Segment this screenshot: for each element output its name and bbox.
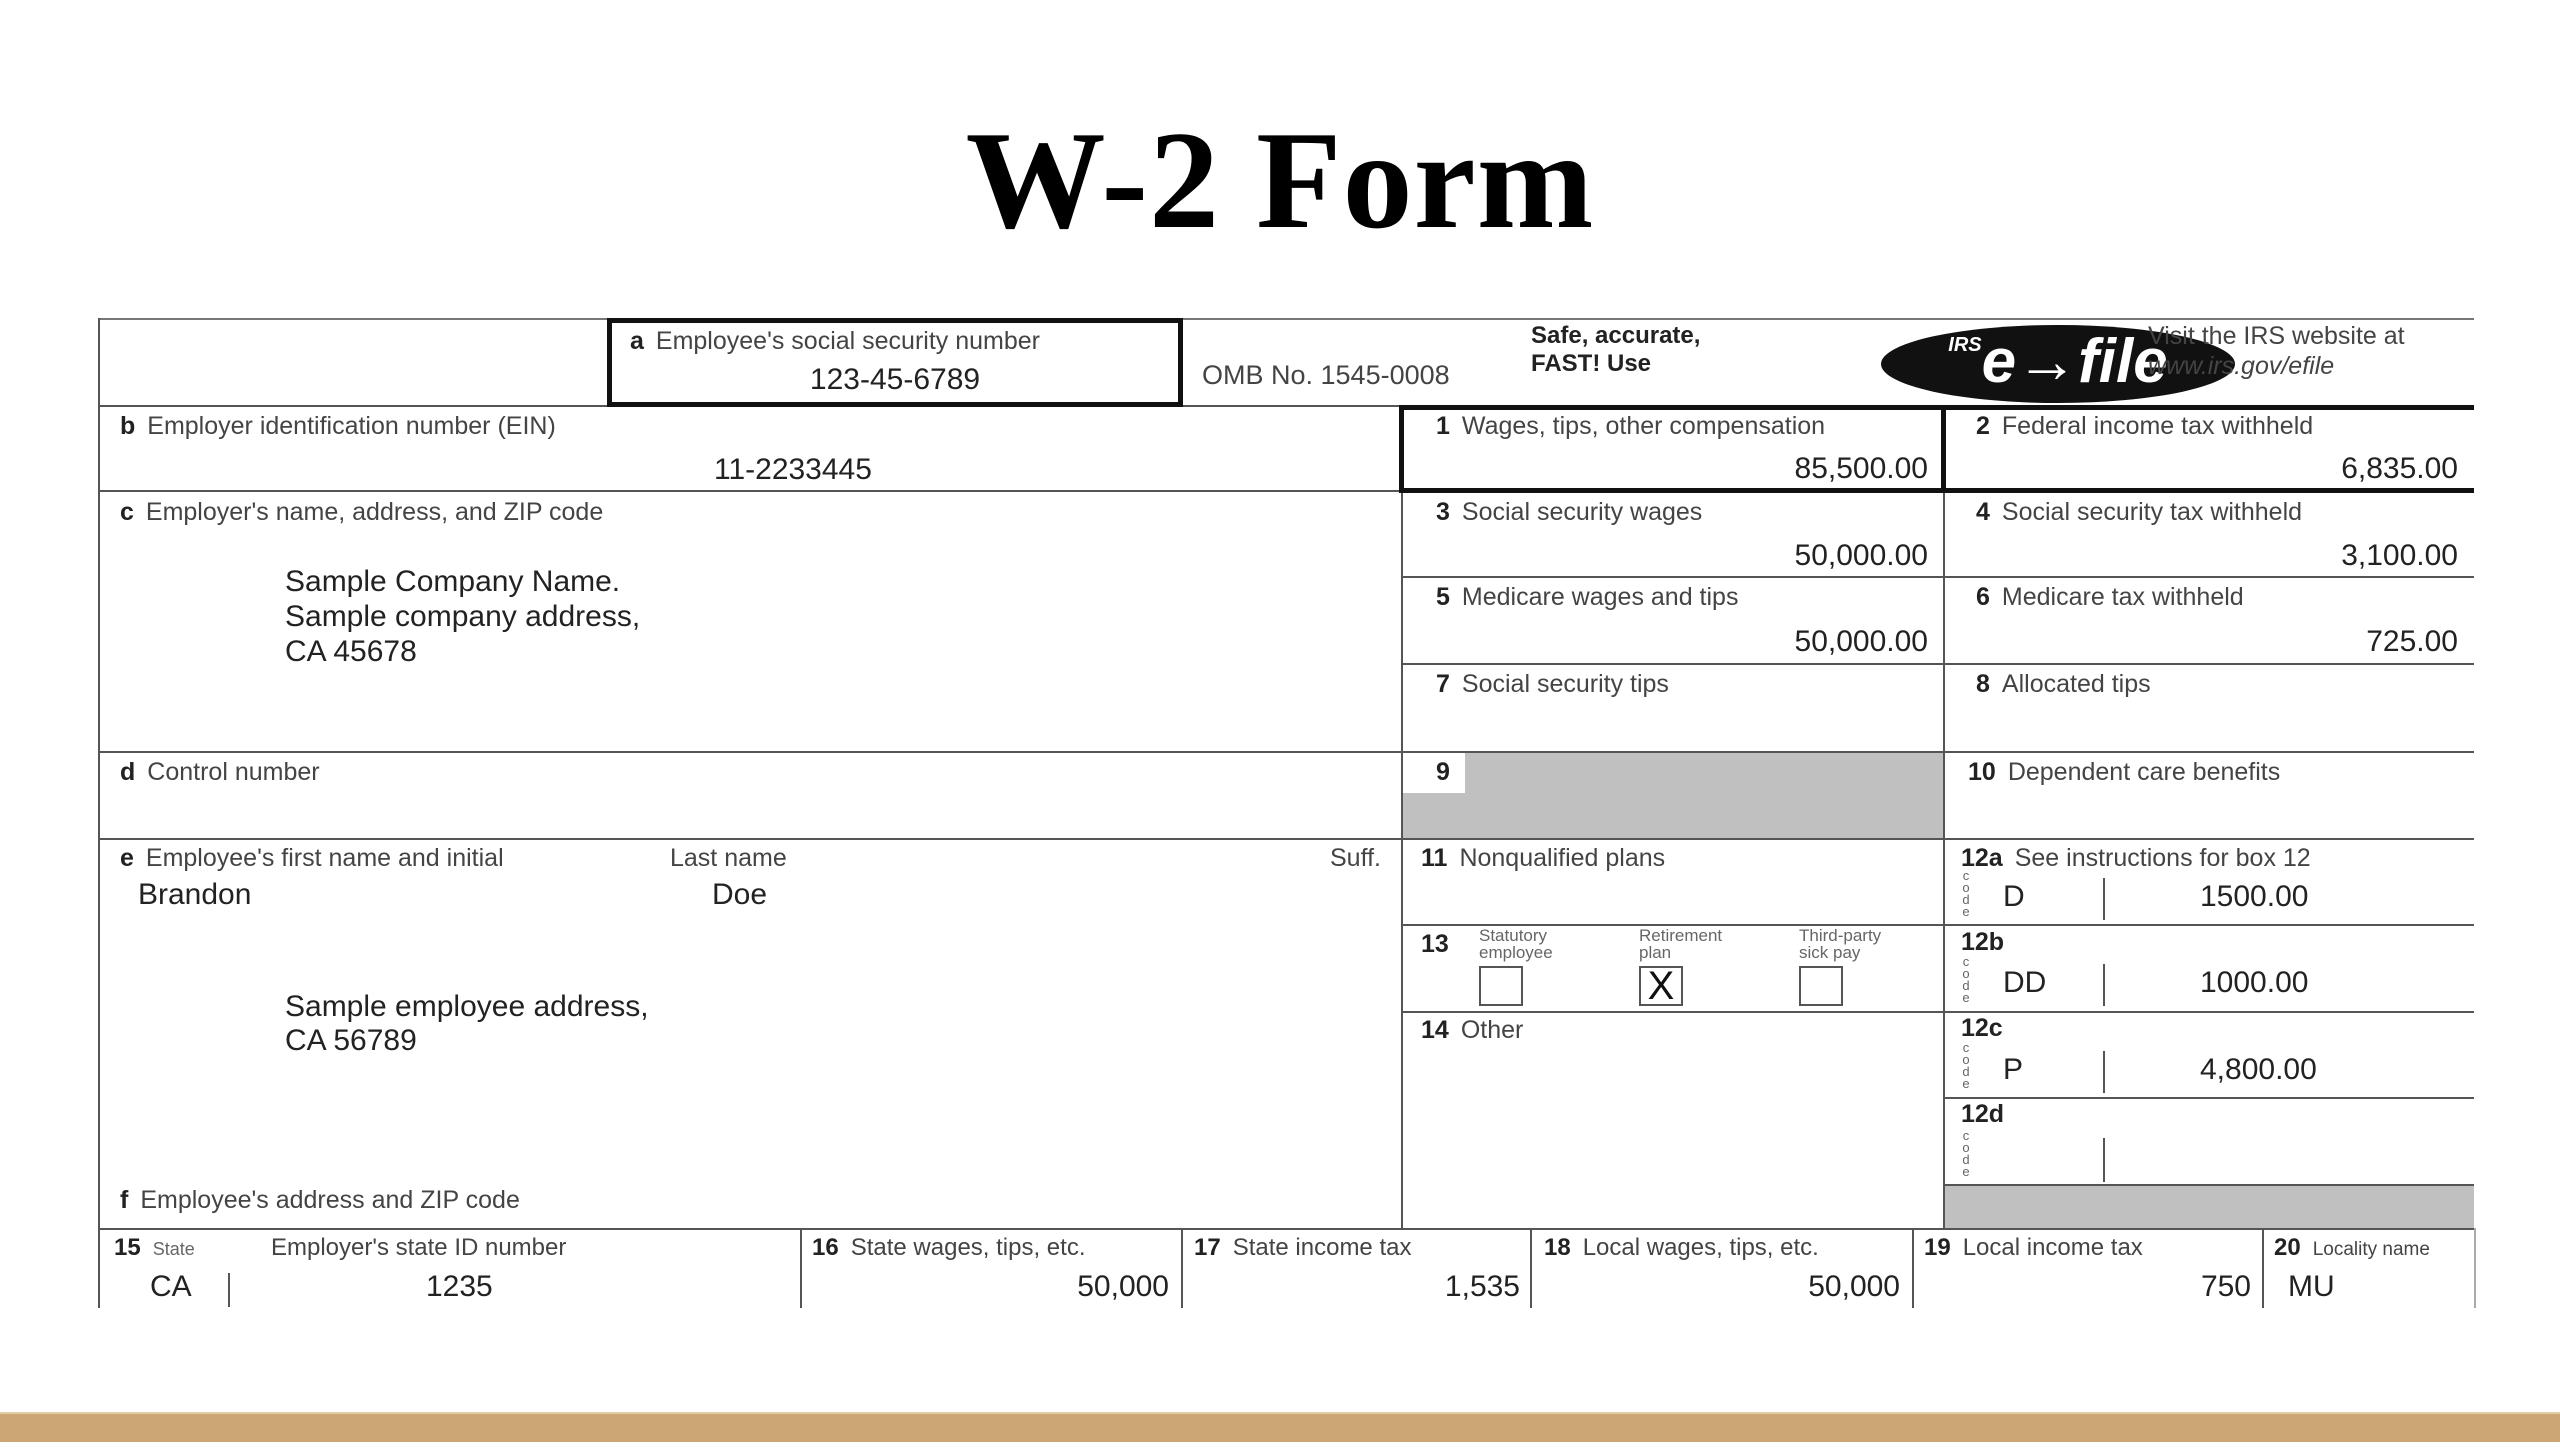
ein-value[interactable]: 11-2233445: [714, 453, 872, 486]
box-12a-label: See instructions for box 12: [2014, 844, 2311, 872]
employer-name[interactable]: Sample Company Name.: [285, 565, 621, 598]
box-letter: d: [120, 758, 136, 786]
divider: [1530, 1228, 1532, 1308]
box-number: 20: [2274, 1234, 2301, 1261]
box-number: 14: [1421, 1016, 1449, 1044]
statutory-employee-checkbox[interactable]: [1479, 966, 1523, 1006]
third-party-label-2: sick pay: [1799, 943, 1861, 962]
box-number: 5: [1436, 583, 1450, 611]
divider: [2474, 1228, 2476, 1308]
box-4-value[interactable]: 3,100.00: [2341, 539, 2458, 572]
box-12c-code[interactable]: P: [2003, 1053, 2024, 1086]
divider: [98, 1228, 2474, 1230]
box-9-shaded: [1403, 753, 1943, 838]
divider: [1401, 1011, 2474, 1013]
box-6-label: Medicare tax withheld: [2001, 583, 2244, 611]
statutory-label: [1479, 927, 1553, 961]
box-14-label: Other: [1460, 1016, 1524, 1044]
box-8-label: Allocated tips: [2001, 670, 2151, 698]
box-letter: b: [120, 412, 136, 440]
box-number: 12a: [1961, 844, 2003, 872]
box-3-value[interactable]: 50,000.00: [1794, 539, 1928, 572]
state-label: State: [152, 1239, 195, 1259]
divider: [1401, 576, 2474, 578]
code-label-vertical: c o d e: [1962, 954, 1970, 1005]
page-title: W-2 Form: [965, 103, 1595, 258]
box-b-label: Employer identification number (EIN): [147, 412, 556, 440]
box-number: 13: [1421, 930, 1449, 958]
box-number: 10: [1968, 758, 1996, 786]
box-2-value[interactable]: 6,835.00: [2341, 452, 2458, 485]
statutory-label-2: employee: [1479, 943, 1553, 962]
divider: [2103, 878, 2105, 920]
efile-visit-1: Visit the IRS website at: [2148, 322, 2405, 350]
box-f-label: Employee's address and ZIP code: [140, 1186, 520, 1214]
state-id-label: Employer's state ID number: [271, 1234, 567, 1261]
box-4-label: Social security tax withheld: [2001, 498, 2303, 526]
box-letter: c: [120, 498, 134, 526]
box-number: 2: [1976, 412, 1990, 440]
box-number: 11: [1421, 844, 1448, 872]
retirement-label: [1639, 927, 1722, 961]
retirement-plan-checkbox[interactable]: X: [1639, 966, 1683, 1006]
retirement-label-2: plan: [1639, 943, 1672, 962]
suffix-label: Suff.: [1330, 844, 1381, 872]
box-17-value[interactable]: 1,535: [1444, 1270, 1520, 1303]
box-number: 6: [1976, 583, 1990, 611]
omb-number: OMB No. 1545-0008: [1202, 360, 1450, 390]
box-number: 3: [1436, 498, 1450, 526]
state-value[interactable]: CA: [150, 1270, 192, 1303]
box-number: 7: [1436, 670, 1450, 698]
box-12c-value[interactable]: 4,800.00: [2200, 1053, 2317, 1086]
shaded-area: [1945, 1186, 2474, 1228]
box-number: 17: [1194, 1234, 1221, 1261]
divider: [98, 490, 1401, 492]
divider: [2103, 1051, 2105, 1093]
box-19-value[interactable]: 750: [2200, 1270, 2251, 1303]
box-5-value[interactable]: 50,000.00: [1794, 625, 1928, 658]
divider: [2103, 1138, 2105, 1182]
box-c-label: Employer's name, address, and ZIP code: [145, 498, 604, 526]
divider: [1941, 405, 1946, 493]
box-2-label: Federal income tax withheld: [2001, 412, 2314, 440]
box-number: 12d: [1961, 1100, 2005, 1128]
employee-address[interactable]: Sample employee address,: [285, 990, 649, 1023]
divider: [98, 318, 100, 1308]
box-1-value[interactable]: 85,500.00: [1794, 452, 1928, 485]
w2-form: [98, 318, 2474, 1308]
box-20-value[interactable]: MU: [2288, 1270, 2335, 1303]
box-11-label: Nonqualified plans: [1459, 844, 1666, 872]
divider: [1943, 405, 1945, 1228]
efile-logo-text: e→file: [1981, 327, 2168, 396]
box-a-label: Employee's social security number: [655, 327, 1041, 355]
ssn-value[interactable]: 123-45-6789: [809, 363, 981, 396]
box-number: 19: [1924, 1234, 1951, 1261]
box-16-label: State wages, tips, etc.: [850, 1234, 1086, 1261]
divider: [2103, 964, 2105, 1006]
box-number: 8: [1976, 670, 1990, 698]
box-18-value[interactable]: 50,000: [1808, 1270, 1900, 1303]
box-20-label: Locality name: [2312, 1239, 2430, 1260]
divider: [1912, 1228, 1914, 1308]
box-a-ssn: [607, 318, 1183, 407]
divider: [800, 1228, 802, 1308]
retirement-label-1: Retirement: [1639, 926, 1723, 945]
divider: [2262, 1228, 2264, 1308]
box-16-value[interactable]: 50,000: [1077, 1270, 1169, 1303]
box-12a-value[interactable]: 1500.00: [2200, 880, 2309, 913]
box-12b-value[interactable]: 1000.00: [2200, 966, 2309, 999]
employee-last-name[interactable]: Doe: [712, 878, 768, 911]
divider: [1943, 1097, 2474, 1099]
box-10-label: Dependent care benefits: [2007, 758, 2281, 786]
state-id-value[interactable]: 1235: [426, 1270, 493, 1303]
box-3-label: Social security wages: [1461, 498, 1703, 526]
efile-tagline-2: FAST! Use: [1531, 350, 1652, 377]
box-7-label: Social security tips: [1461, 670, 1669, 698]
code-label-vertical: c o d e: [1962, 1128, 1970, 1179]
box-letter: f: [120, 1186, 129, 1214]
efile-tagline-1: Safe, accurate,: [1531, 322, 1701, 349]
box-6-value[interactable]: 725.00: [2366, 625, 2458, 658]
efile-visit-url[interactable]: www.irs.gov/efile: [2148, 352, 2335, 380]
box-number: 12b: [1961, 928, 2005, 956]
employer-zip[interactable]: CA 45678: [285, 635, 417, 668]
box-1-label: Wages, tips, other compensation: [1461, 412, 1826, 440]
box-letter: a: [630, 327, 644, 355]
divider: [98, 838, 2474, 840]
employer-address[interactable]: Sample company address,: [285, 600, 641, 633]
footer-band: [0, 1412, 2560, 1442]
divider: [1399, 405, 1404, 493]
statutory-label-1: Statutory: [1479, 926, 1548, 945]
code-label-vertical: c o d e: [1962, 1040, 1970, 1091]
box-number: 15: [114, 1234, 141, 1261]
box-number: 1: [1436, 412, 1450, 440]
box-number: 12c: [1961, 1014, 2003, 1042]
divider: [1401, 924, 2474, 926]
box-number: 16: [812, 1234, 839, 1261]
box-e-label: Employee's first name and initial: [145, 844, 504, 872]
irs-mark: IRS: [1948, 334, 1982, 356]
code-label-vertical: c o d e: [1962, 868, 1970, 919]
box-12a-code[interactable]: D: [2003, 880, 2025, 913]
third-party-label: [1799, 927, 1881, 961]
divider: [1181, 1228, 1183, 1308]
box-5-label: Medicare wages and tips: [1461, 583, 1739, 611]
employee-zip[interactable]: CA 56789: [285, 1024, 417, 1057]
divider: [98, 751, 2474, 753]
employee-first-name[interactable]: Brandon: [138, 878, 252, 911]
box-18-label: Local wages, tips, etc.: [1582, 1234, 1819, 1261]
third-party-sick-pay-checkbox[interactable]: [1799, 966, 1843, 1006]
box-d-label: Control number: [147, 758, 320, 786]
third-party-label-1: Third-party: [1799, 926, 1882, 945]
divider: [98, 318, 2474, 320]
box-number: 4: [1976, 498, 1990, 526]
box-19-label: Local income tax: [1962, 1234, 2143, 1261]
box-letter: e: [120, 844, 134, 872]
last-name-label: Last name: [670, 844, 787, 872]
box-12b-code[interactable]: DD: [2003, 966, 2047, 999]
box-17-label: State income tax: [1232, 1234, 1412, 1261]
divider: [228, 1273, 230, 1307]
box-number: 18: [1544, 1234, 1571, 1261]
box-number: 9: [1436, 758, 1450, 786]
divider: [1401, 663, 2474, 665]
